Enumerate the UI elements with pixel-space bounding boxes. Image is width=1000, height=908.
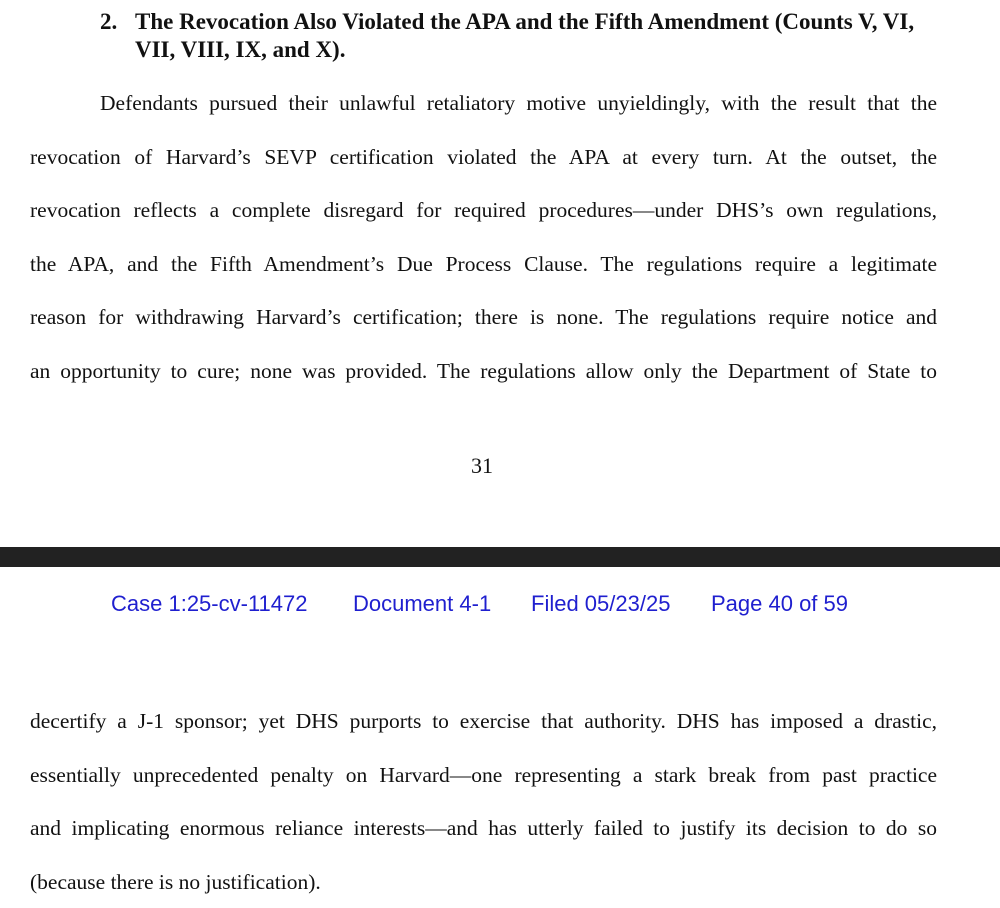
case-header	[0, 589, 1000, 619]
filed-date: Filed 05/23/25	[531, 591, 671, 616]
paragraph-line: revocation reflects a complete disregard for required procedures—under DHS’s own regulations,	[30, 198, 937, 222]
section-title-line: VII, VIII, IX, and X).	[135, 37, 346, 62]
case-number: Case 1:25-cv-11472	[111, 591, 308, 616]
paragraph-line: essentially unprecedented penalty on Harvard—one representing a stark break from past practice	[30, 763, 937, 787]
document-number: Document 4-1	[353, 591, 492, 616]
paragraph-line: (because there is no justification).	[30, 870, 321, 894]
paragraph-line: revocation of Harvard’s SEVP certification violated the APA at every turn. At the outset, the	[30, 145, 937, 169]
paragraph-line: Defendants pursued their unlawful retaliatory motive unyieldingly, with the result that the	[100, 91, 937, 115]
section-title	[135, 8, 965, 64]
paragraph-line: and implicating enormous reliance interests—and has utterly failed to justify its decision to do so	[30, 816, 937, 840]
section-number: 2.	[100, 9, 118, 34]
page-count: Page 40 of 59	[711, 591, 849, 616]
page-divider	[0, 547, 1000, 567]
paragraph-line: an opportunity to cure; none was provided. The regulations allow only the Department of State to	[30, 359, 937, 383]
paragraph-line: reason for withdrawing Harvard’s certification; there is none. The regulations require notice and	[30, 305, 937, 329]
section-title-line: The Revocation Also Violated the APA and the Fifth Amendment (Counts V, VI,	[135, 9, 915, 34]
page-number: 31	[471, 453, 493, 478]
paragraph-line: decertify a J-1 sponsor; yet DHS purports to exercise that authority. DHS has imposed a drastic,	[30, 709, 937, 733]
paragraph-line: the APA, and the Fifth Amendment’s Due Process Clause. The regulations require a legitimate	[30, 252, 937, 276]
